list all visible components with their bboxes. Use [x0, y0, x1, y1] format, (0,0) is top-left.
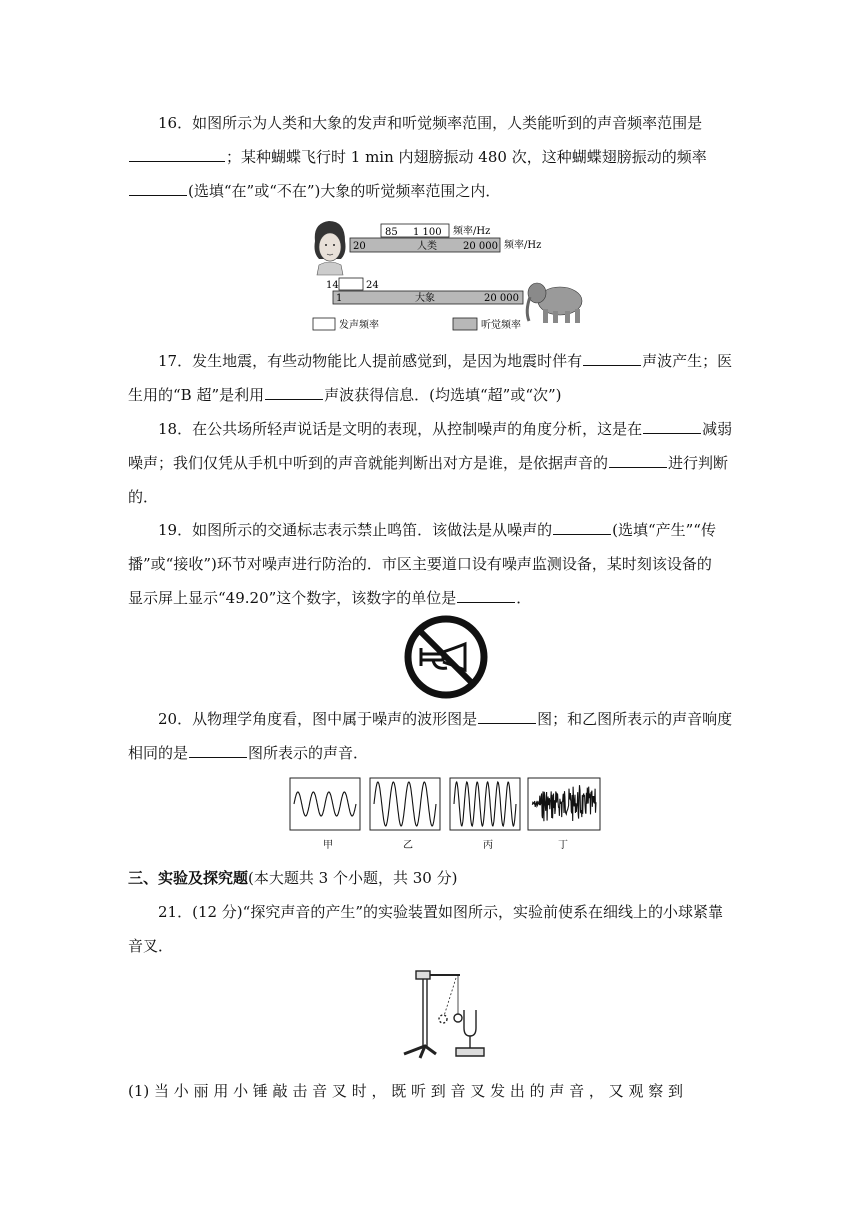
frequency-range-figure — [305, 213, 590, 335]
q18-line1b: 减弱 — [702, 420, 733, 438]
wave-label-jia: 甲 — [323, 840, 333, 851]
wave-label-ding: 丁 — [558, 840, 568, 851]
q19-blank-2[interactable] — [457, 584, 515, 603]
q19-line2: 播”或“接收”)环节对噪声进行防治的．市区主要道口设有噪声监测设备，某时刻该设备的 — [128, 555, 712, 573]
q19-blank-1[interactable] — [553, 516, 611, 535]
question-19 — [128, 513, 738, 615]
human-voice-high: 1 100 — [413, 227, 442, 238]
q18-line1a: 18．在公共场所轻声说话是文明的表现，从控制噪声的角度分析，这是在 — [158, 420, 643, 438]
wave-label-bing: 丙 — [483, 840, 493, 851]
voice-unit-label: 频率/Hz — [453, 226, 491, 237]
q16-blank-2[interactable] — [129, 177, 187, 196]
q19-line1a: 19．如图所示的交通标志表示禁止鸣笛．该做法是从噪声的 — [158, 521, 553, 539]
human-label: 人类 — [417, 241, 437, 252]
section-3-note: (本大题共 3 个小题，共 30 分) — [248, 869, 458, 887]
q17-line2b: 声波获得信息．(均选填“超”或“次”) — [324, 386, 562, 404]
q16-blank-1[interactable] — [129, 143, 225, 162]
q17-line1a: 17．发生地震，有些动物能比人提前感觉到，是因为地震时伴有 — [158, 352, 583, 370]
section-3-title: 三、实验及探究题 — [128, 869, 249, 887]
elephant-label: 大象 — [415, 293, 435, 304]
elephant-icon — [527, 283, 582, 323]
elephant-voice-low: 14 — [326, 280, 339, 291]
q18-blank-1[interactable] — [643, 415, 701, 434]
q16-line3: (选填“在”或“不在”)大象的听觉频率范围之内． — [188, 182, 501, 200]
q20-line1b: 图；和乙图所表示的声音响度 — [537, 710, 733, 728]
legend-voice-label: 发声频率 — [339, 320, 379, 331]
legend-hear-swatch — [453, 318, 477, 330]
q18-line2b: 进行判断 — [668, 454, 729, 472]
q21-line2: 音叉． — [128, 937, 174, 955]
question-21-part-1 — [128, 1074, 738, 1108]
hear-unit-label: 频率/Hz — [504, 240, 542, 251]
elephant-hear-low: 1 — [336, 293, 343, 304]
no-horn-sign-icon — [403, 614, 489, 700]
section-3-heading — [128, 861, 738, 895]
q18-line2a: 噪声；我们仅凭从手机中听到的声音就能判断出对方是谁，是依据声音的 — [128, 454, 609, 472]
question-17 — [128, 344, 738, 412]
q19-line3b: ． — [516, 589, 532, 607]
elephant-voice-bar — [339, 278, 363, 290]
q20-line2a: 相同的是 — [128, 744, 189, 762]
wave-label-yi: 乙 — [403, 840, 413, 851]
q19-line1b: (选填“产生”“传 — [612, 521, 716, 539]
q20-blank-1[interactable] — [478, 705, 536, 724]
q17-blank-2[interactable] — [265, 381, 323, 400]
q20-line1a: 20．从物理学角度看，图中属于噪声的波形图是 — [158, 710, 478, 728]
question-21 — [128, 895, 738, 963]
legend-voice-swatch — [313, 318, 335, 330]
q21-line1: 21．(12 分)“探究声音的产生”的实验装置如图所示，实验前使系在细线上的小球紧靠 — [158, 903, 723, 921]
q16-line2: ；某种蝴蝶飞行时 1 min 内翅膀振动 480 次，这种蝴蝶翅膀振动的频率 — [226, 148, 707, 166]
elephant-voice-high: 24 — [366, 280, 379, 291]
q17-line2a: 生用的“B 超”是利用 — [128, 386, 265, 404]
elephant-hear-high: 20 000 — [484, 293, 519, 304]
legend-hear-label: 听觉频率 — [481, 320, 521, 331]
human-voice-low: 85 — [385, 227, 398, 238]
q17-blank-1[interactable] — [583, 347, 641, 366]
q18-blank-2[interactable] — [609, 449, 667, 468]
q16-line1: 16．如图所示为人类和大象的发声和听觉频率范围，人类能听到的声音频率范围是 — [158, 114, 703, 132]
q17-line1b: 声波产生；医 — [642, 352, 733, 370]
question-18 — [128, 412, 738, 514]
human-hear-low: 20 — [353, 241, 366, 252]
question-16 — [128, 106, 738, 208]
q18-line3: 的． — [128, 488, 159, 506]
q20-blank-2[interactable] — [189, 739, 247, 758]
human-hear-high: 20 000 — [463, 241, 498, 252]
q19-line3a: 显示屏上显示“49.20”这个数字，该数字的单位是 — [128, 589, 457, 607]
q20-line2b: 图所表示的声音． — [248, 744, 369, 762]
question-20 — [128, 702, 738, 770]
tuning-fork-apparatus-figure — [398, 966, 490, 1066]
human-face-icon — [315, 221, 346, 275]
waveforms-figure — [288, 776, 606, 852]
q21-part1: (1) 当 小 丽 用 小 锤 敲 击 音 叉 时 ， 既 听 到 音 叉 发 出 的 声 音 ， 又 观 察 到 — [128, 1082, 683, 1100]
